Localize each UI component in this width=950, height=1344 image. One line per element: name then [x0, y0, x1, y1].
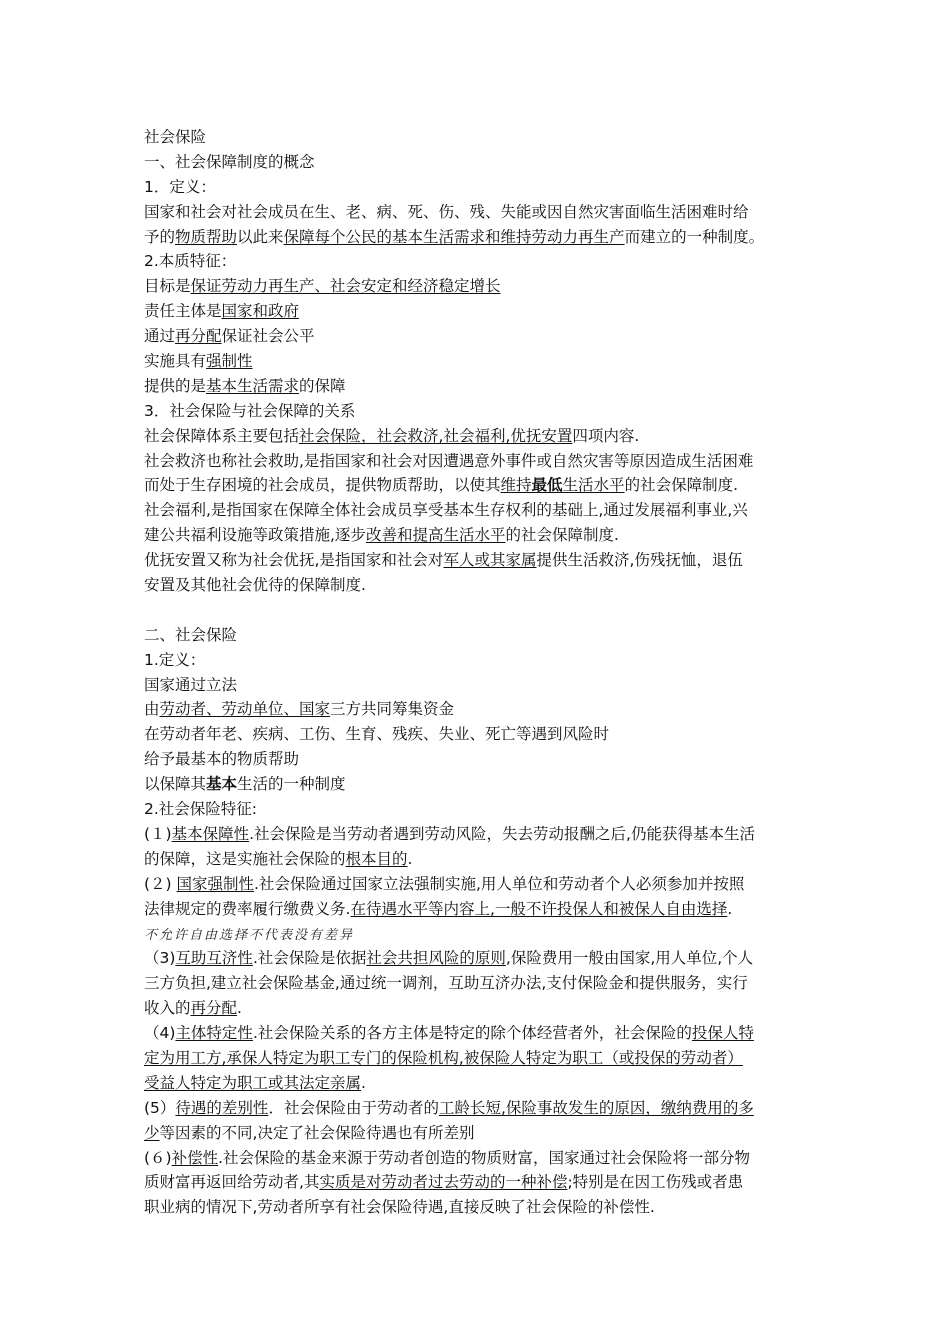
- text-line: [144, 249, 816, 274]
- text-run: 少: [144, 1123, 160, 1142]
- text-line: [144, 424, 816, 449]
- text-run: 责任主体是: [144, 302, 222, 321]
- text-line: [144, 573, 816, 598]
- text-line: [144, 772, 816, 797]
- text-line: [144, 523, 816, 548]
- text-line: [144, 996, 816, 1021]
- text-run: 1．定义：: [144, 177, 216, 196]
- text-run: 由: [144, 700, 160, 719]
- text-run: 予的: [144, 227, 176, 246]
- text-line: [144, 1046, 816, 1071]
- text-run: 待遇的差别性: [175, 1098, 269, 1117]
- text-run: .: [237, 999, 242, 1018]
- text-run: 职业病的情况下,劳动者所享有社会保险待遇,直接反映了社会保险的补偿性.: [144, 1198, 655, 1217]
- text-line: [144, 473, 816, 498]
- text-run: (5）: [144, 1098, 176, 1117]
- text-line: [144, 922, 816, 947]
- text-run: 再分配: [175, 327, 222, 346]
- text-run: ;特别是在因工伤残或者患: [567, 1173, 744, 1192]
- text-run: 国家和政府: [221, 302, 300, 321]
- text-line: [144, 897, 816, 922]
- text-line: [144, 872, 816, 897]
- text-run: 2.社会保险特征:: [144, 800, 258, 819]
- text-run: 建公共福利设施等政策措施,逐步: [144, 526, 366, 545]
- text-line: [144, 449, 816, 474]
- text-run: 一、社会保障制度的概念: [144, 152, 315, 171]
- text-line: [144, 399, 816, 424]
- text-run: .社会保险的基金来源于劳动者创造的物质财富，国家通过社会保险将一部分物: [218, 1148, 751, 1167]
- text-line: [144, 548, 816, 573]
- text-run: 提供生活救济,伤残抚恤，退伍: [536, 551, 743, 570]
- text-line: [144, 673, 816, 698]
- text-run: 补偿性: [171, 1148, 219, 1167]
- text-run: (２): [144, 874, 177, 893]
- text-line: [144, 1121, 816, 1146]
- text-run: 而处于生存困境的社会成员，提供物质帮助，以使其: [144, 476, 501, 495]
- text-run: 以此来: [237, 227, 284, 246]
- text-run: 收入的: [144, 999, 191, 1018]
- text-line: [144, 1146, 816, 1171]
- text-run: 国家强制性: [176, 874, 255, 893]
- text-line: [144, 200, 816, 225]
- text-run: 互助互济性: [175, 949, 253, 968]
- text-run: 国家和社会对社会成员在生、老、病、死、伤、残、失能或因自然灾害面临生活困难时给: [144, 202, 749, 221]
- text-run: 社会保障体系主要包括: [144, 426, 300, 445]
- text-run: 以保障其: [144, 775, 207, 794]
- text-run: 物质帮助: [175, 227, 238, 246]
- text-run: 生活水平: [562, 476, 625, 495]
- text-line: [144, 648, 816, 673]
- text-run: 安置及其他社会优待的保障制度.: [144, 576, 366, 595]
- text-run: 四项内容.: [572, 426, 640, 445]
- text-line: [144, 274, 816, 299]
- text-run: 3．社会保险与社会保障的关系: [144, 401, 356, 420]
- text-line: [144, 150, 816, 175]
- text-run: .: [727, 899, 733, 918]
- text-line: [144, 349, 816, 374]
- text-run: 的社会保障制度.: [624, 476, 738, 495]
- text-run: 通过: [144, 327, 176, 346]
- text-run: 在待遇水平等内容上,一般不许投保人和被保人自由选择: [350, 899, 728, 918]
- text-line: [144, 225, 816, 250]
- text-run: 社会救济也称社会救助,是指国家和社会对因遭遇意外事件或自然灾害等原因造成生活困难: [144, 451, 754, 470]
- text-run: 工龄长短,保险事故发生的原因，缴纳费用的多: [438, 1098, 754, 1117]
- text-run: .社会保险关系的各方主体是特定的除个体经营者外，社会保险的: [252, 1024, 692, 1043]
- text-run: 法律规定的费率履行缴费义务.: [144, 899, 351, 918]
- text-run: .社会保险通过国家立法强制实施,用人单位和劳动者个人必须参加并按照: [254, 874, 745, 893]
- text-run: 社会保险，社会救济,社会福利,优抚安置: [299, 426, 573, 445]
- text-run: 目标是: [144, 277, 191, 296]
- text-line: [144, 822, 816, 847]
- text-run: 生活的一种制度: [237, 775, 346, 794]
- text-line: [144, 1195, 816, 1220]
- text-run: 给予最基本的物质帮助: [144, 750, 300, 769]
- text-run: .: [361, 1073, 366, 1092]
- text-line: [144, 374, 816, 399]
- text-run: 受益人特定为职工或其法定亲属: [144, 1073, 362, 1092]
- text-line: [144, 324, 816, 349]
- text-run: 提供的是: [144, 376, 207, 395]
- text-line: [144, 1170, 816, 1195]
- text-run: ,保险费用一般由国家,用人单位,个人: [505, 949, 754, 968]
- text-run: .社会保险是依据: [252, 949, 367, 968]
- text-run: 质财富再返回给劳动者,其: [144, 1173, 320, 1192]
- text-run: 最低: [531, 476, 563, 495]
- blank-line: [144, 598, 816, 623]
- text-run: 保障每个公民的基本生活需求和维持劳动力再生产: [283, 227, 625, 246]
- text-run: 基本保障性: [171, 824, 250, 843]
- document-body: [144, 125, 816, 1220]
- text-run: 优抚安置又称为社会优抚,是指国家和社会对: [144, 551, 444, 570]
- text-line: [144, 299, 816, 324]
- text-line: [144, 175, 816, 200]
- text-run: 主体特定性: [175, 1024, 253, 1043]
- text-run: 社会共担风险的原则: [366, 949, 506, 968]
- text-run: 劳动者、劳动单位、国家: [159, 700, 331, 719]
- text-run: （4): [144, 1024, 176, 1043]
- text-line: [144, 971, 816, 996]
- text-run: 的保障: [299, 376, 346, 395]
- text-line: [144, 498, 816, 523]
- text-run: 维持: [500, 476, 532, 495]
- text-run: 1.定义：: [144, 650, 206, 669]
- text-run: ．社会保险由于劳动者的: [268, 1098, 439, 1117]
- text-line: [144, 125, 816, 150]
- text-run: (１): [144, 824, 172, 843]
- text-run: 投保人特: [691, 1024, 754, 1043]
- text-run: 根本目的: [345, 849, 408, 868]
- text-line: [144, 946, 816, 971]
- text-run: 国家通过立法: [144, 675, 238, 694]
- text-run: 定为用工方,承保人特定为职工专门的保险机构,被保险人特定为职工（或投保的劳动者）: [144, 1048, 743, 1067]
- text-run: 改善和提高生活水平: [365, 526, 506, 545]
- text-line: [144, 847, 816, 872]
- text-run: 再分配: [190, 999, 238, 1018]
- text-run: 三方负担,建立社会保险基金,通过统一调剂，互助互济办法,支付保险金和提供服务，实行: [144, 974, 748, 993]
- text-run: 二、社会保险: [144, 625, 238, 644]
- text-run: 社会保险: [144, 128, 207, 146]
- text-line: [144, 697, 816, 722]
- text-line: [144, 722, 816, 747]
- text-run: 的社会保障制度.: [505, 526, 619, 545]
- text-run: .: [407, 849, 413, 868]
- text-run: 基本: [206, 775, 238, 794]
- text-run: .社会保险是当劳动者遇到劳动风险，失去劳动报酬之后,仍能获得基本生活: [249, 824, 755, 843]
- text-line: [144, 1096, 816, 1121]
- text-run: (６): [144, 1148, 172, 1167]
- text-run: 强制性: [206, 352, 253, 371]
- text-line: [144, 1071, 816, 1096]
- text-run: 的保障，这是实施社会保险的: [144, 849, 346, 868]
- text-run: 军人或其家属: [443, 551, 537, 570]
- text-run: 等因素的不同,决定了社会保险待遇也有所差别: [159, 1123, 475, 1142]
- text-run: 基本生活需求: [206, 376, 300, 395]
- text-run: 实施具有: [144, 352, 207, 371]
- text-line: [144, 797, 816, 822]
- text-line: [144, 747, 816, 772]
- text-run: 保证劳动力再生产、社会安定和经济稳定增长: [190, 277, 501, 296]
- text-run: 实质是对劳动者过去劳动的一种补偿: [319, 1173, 568, 1192]
- text-run: 社会福利,是指国家在保障全体社会成员享受基本生存权利的基础上,通过发展福利事业,兴: [144, 501, 748, 520]
- text-run: （3): [144, 949, 176, 968]
- text-line: [144, 1021, 816, 1046]
- handwritten-note: 不允许自由选择不代表没有差异: [144, 927, 355, 943]
- text-run: 而建立的一种制度。: [624, 227, 765, 246]
- text-run: 在劳动者年老、疾病、工伤、生育、残疾、失业、死亡等遇到风险时: [144, 725, 610, 744]
- text-line: [144, 623, 816, 648]
- text-run: 保证社会公平: [221, 327, 315, 346]
- text-run: 2.本质特征：: [144, 252, 237, 271]
- text-run: 三方共同筹集资金: [330, 700, 455, 719]
